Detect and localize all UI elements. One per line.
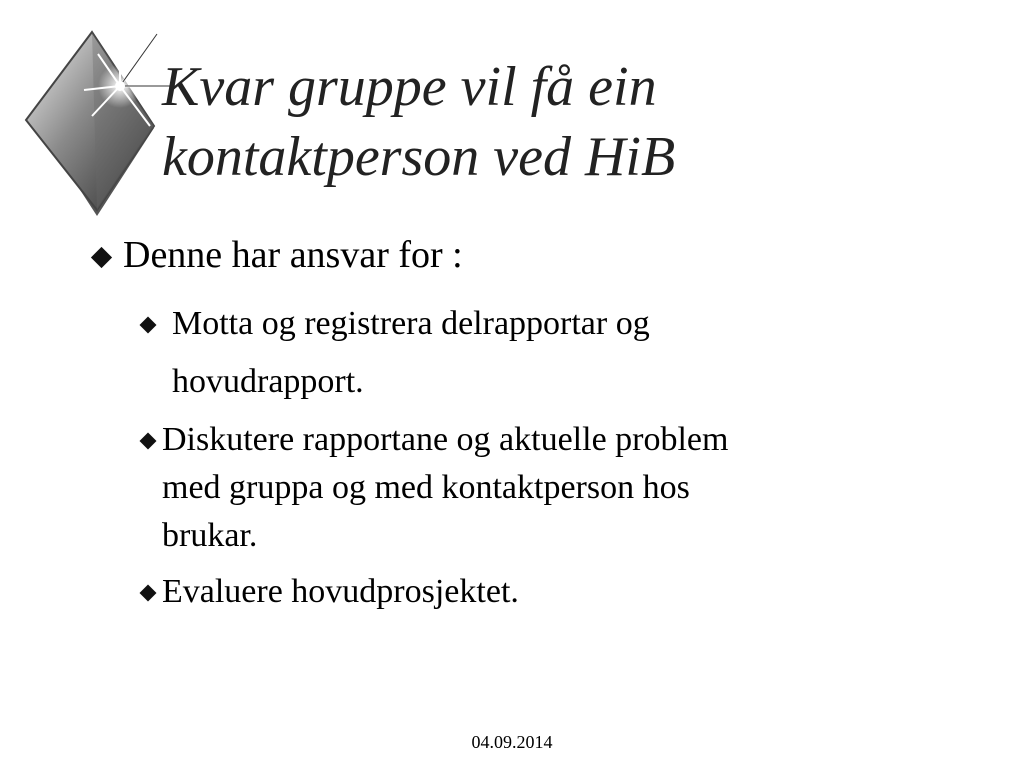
bullet-text: Denne har ansvar for : bbox=[123, 234, 463, 276]
slide-title bbox=[162, 52, 982, 192]
sub-bullet-text-line: Diskutere rapportane og aktuelle problem bbox=[162, 421, 729, 458]
sub-bullet-continuation: hovudrapport. bbox=[172, 363, 364, 400]
sub-bullet-item bbox=[140, 568, 519, 616]
diamond-bullet-icon bbox=[140, 585, 157, 602]
sub-bullet-text: Evaluere hovudprosjektet. bbox=[162, 573, 519, 610]
footer-date: 04.09.2014 bbox=[471, 732, 553, 752]
diamond-bullet-icon bbox=[91, 247, 112, 268]
title-line-1: Kvar gruppe vil få ein bbox=[162, 56, 657, 118]
title-line-2: kontaktperson ved HiB bbox=[162, 126, 676, 188]
sub-bullet-text-line: med gruppa og med kontaktperson hos bbox=[162, 469, 690, 506]
sub-bullet-text-line: brukar. bbox=[162, 517, 258, 554]
bullet-item bbox=[92, 230, 463, 280]
sub-bullet-text: Motta og registrera delrapportar og bbox=[172, 305, 650, 342]
sub-bullet-item bbox=[140, 300, 650, 348]
diamond-bullet-icon bbox=[140, 433, 157, 450]
diamond-bullet-icon bbox=[140, 317, 157, 334]
diamond-star-logo bbox=[22, 28, 172, 218]
sub-bullet-item bbox=[140, 416, 960, 560]
